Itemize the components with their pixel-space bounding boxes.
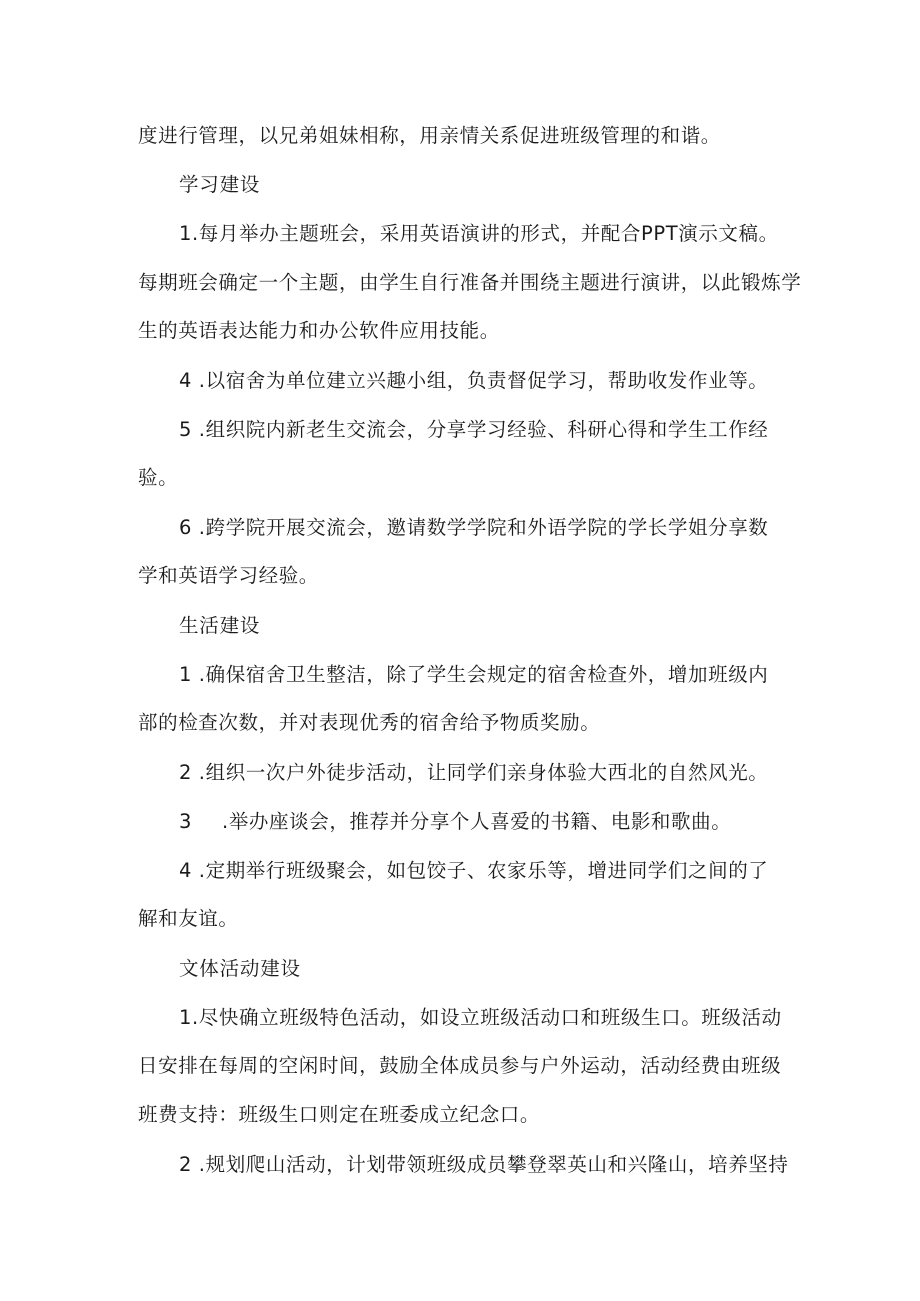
paragraph-line: 班费支持：班级生口则定在班委成立纪念口。 bbox=[138, 1103, 541, 1126]
paragraph-line: 日安排在每周的空闲时间，鼓励全体成员参与户外运动，活动经费由班级 bbox=[138, 1054, 782, 1077]
paragraph-line: 生的英语表达能力和办公软件应用技能。 bbox=[138, 319, 500, 342]
paragraph-line: 学和英语学习经验。 bbox=[138, 564, 319, 587]
paragraph-line: 验。 bbox=[138, 466, 179, 489]
paragraph-line: 每期班会确定一个主题，由学生自行准备并围绕主题进行演讲，以此锻炼学 bbox=[138, 271, 802, 294]
paragraph-line: 部的检查次数，并对表现优秀的宿舍给予物质奖励。 bbox=[138, 711, 601, 734]
paragraph-line: 1.每月举办主题班会，采用英语演讲的形式，并配合PPT演示文稿。 bbox=[179, 222, 779, 245]
paragraph-line: 解和友谊。 bbox=[138, 907, 239, 930]
paragraph-line: 4 .定期举行班级聚会，如包饺子、农家乐等，增进同学们之间的了 bbox=[179, 859, 769, 882]
paragraph-line: 6 .跨学院开展交流会，邀请数学学院和外语学院的学长学姐分享数 bbox=[179, 516, 769, 539]
paragraph-line bbox=[179, 808, 839, 836]
paragraph-line: 4 .以宿舍为单位建立兴趣小组，负责督促学习，帮助收发作业等。 bbox=[179, 369, 769, 392]
section-heading-life: 生活建设 bbox=[179, 614, 261, 637]
list-text: .举办座谈会，推荐并分享个人喜爱的书籍、电影和歌曲。 bbox=[222, 810, 732, 833]
section-heading-study: 学习建设 bbox=[179, 173, 261, 196]
paragraph-line: 度进行管理，以兄弟姐妹相称，用亲情关系促进班级管理的和谐。 bbox=[138, 124, 721, 147]
list-number: 3 bbox=[179, 810, 193, 833]
paragraph-line: 5 .组织院内新老生交流会，分享学习经验、科研心得和学生工作经 bbox=[179, 418, 769, 441]
paragraph-line: 2 .规划爬山活动，计划带领班级成员攀登翠英山和兴隆山，培养坚持 bbox=[179, 1153, 789, 1176]
paragraph-line: 2 .组织一次户外徒步活动，让同学们亲身体验大西北的自然风光。 bbox=[179, 761, 769, 784]
paragraph-line: 1 .确保宿舍卫生整洁，除了学生会规定的宿舍检查外，增加班级内 bbox=[179, 663, 769, 686]
paragraph-line: 1.尽快确立班级特色活动，如设立班级活动口和班级生口。班级活动 bbox=[179, 1006, 782, 1029]
section-heading-culture: 文体活动建设 bbox=[179, 957, 301, 980]
